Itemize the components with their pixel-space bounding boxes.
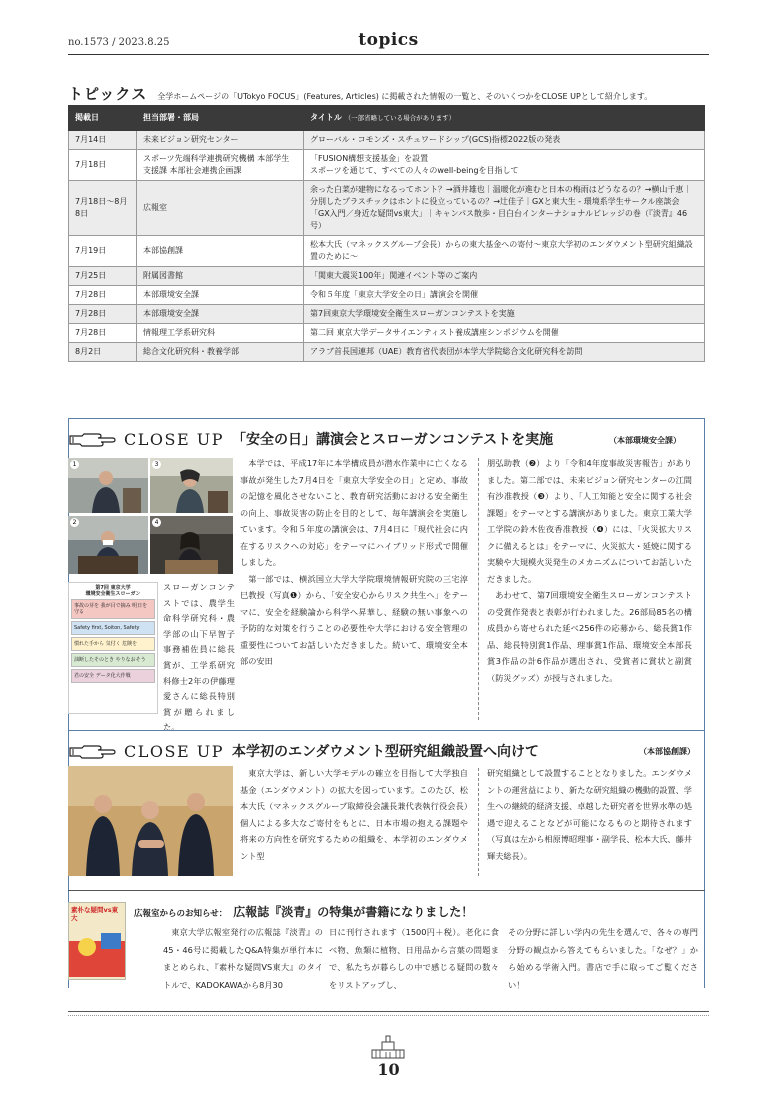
closeup1-dept: （本部環境安全課） <box>609 436 681 445</box>
closeup2-column-1 <box>240 765 468 864</box>
table-cell-date: 7月25日 <box>69 267 137 286</box>
pointing-hand-icon <box>68 742 116 760</box>
table-row <box>69 343 705 362</box>
book-cover-title: 素朴な疑問vs東大 <box>71 906 119 922</box>
issue-info: no.1573 / 2023.8.25 <box>68 37 170 48</box>
table-row <box>69 150 705 181</box>
closeup1-paragraph: 第一部では、横浜国立大学大学院環境情報研究院の三宅淳巳教授（写真❶）から、「安全安心からリスク共生へ」をテーマに、安全を経験論から科学へ昇華し、経験の無い事象への予防的な対策を行うことの必要性や大学における安全管理の重要性についてお話しいただきました。続いて、環境安全本部の安田 <box>240 573 468 666</box>
closeup2-label: CLOSE UP <box>124 741 224 761</box>
table-cell-title: 第7回東京大学環境安全衛生スローガンコンテストを実施 <box>304 305 705 324</box>
footer-dotted-rule <box>68 1015 709 1016</box>
table-row <box>69 305 705 324</box>
column-divider <box>478 768 479 876</box>
table-cell-date: 7月19日 <box>69 236 137 267</box>
slogan-poster <box>68 582 158 714</box>
table-cell-title: 「FUSION構想支援基金」を設置 スポーツを通じて、すべての人々のwell-beingを目指して <box>304 150 705 181</box>
closeup1-title <box>68 429 553 449</box>
notice-title-row <box>134 903 473 920</box>
closeup1-paragraph: 朋弘助教（❷）より「令和4年度事故災害報告」がありました。第二部では、未来ビジョン研究センターの江間有沙准教授（❸）より、「人工知能と安全に関する社会課題」をテーマとする講演がありました。東京工業大学工学院の鈴木佐夜香准教授（❹）には、「火災拡大リスクに備えるとは」をテーマに、火災拡大・延焼に関する実験や大規模火災発生のメカニズムについてお話しいただきました。 <box>487 458 692 584</box>
closeup1-label: CLOSE UP <box>124 429 224 449</box>
table-row <box>69 131 705 150</box>
table-cell-title: グローバル・コモンズ・スチュワードシップ(GCS)指標2022版の発表 <box>304 131 705 150</box>
poster-slogan-list <box>71 599 155 683</box>
closeup1-headline: 「安全の日」講演会とスローガンコンテストを実施 <box>231 432 554 448</box>
poster-slogan: 慣れた手から 気付く 危険を <box>71 637 155 651</box>
closeup2-paragraph: 東京大学は、新しい大学モデルの確立を目指して大学独自基金（エンダウメント）の拡大を図っています。このたび、松本大氏（マネックスグループ取締役会議長兼代表執行役会長）個人による多大なご寄付をもとに、日本市場の抱える課題や将来の方向性を研究するための組織を、本学初のエンダウメント型 <box>240 768 468 861</box>
poster-slogan: 君の安全 データ化大作戦 <box>71 669 155 683</box>
table-cell-title: 令和５年度「東京大学安全の日」講演会を開催 <box>304 286 705 305</box>
closeup1-caption: スローガンコンテストでは、農学生命科学研究科・農学部の山下早智子事務補佐員に総長賞が、工学系研究科修士2年の伊藤理愛さんに総長特別賞が贈られました。 <box>163 582 235 733</box>
col-header-title-label: タイトル <box>310 113 342 122</box>
table-cell-dept: 本部環境安全課 <box>137 286 304 305</box>
notice-paragraph: その分野に詳しい学内の先生を選んで、各々の専門分野の観点から答えてもらいました。「なぜ？」から始める学術入門。書店で手に取ってご覧ください！ <box>508 927 698 990</box>
closeup1-paragraph: あわせて、第7回環境安全衛生スローガンコンテストの受賞作発表と表彰が行われました。26部局85名の構成員から寄せられた延べ256件の応募から、総長賞1作品、総長特別賞1作品、理事賞1作品、環境安全本部長賞3作品の計6作品が選出され、受賞者に賞状と副賞（防災グッズ）が授与されました。 <box>487 590 692 683</box>
pointing-hand-icon <box>68 430 116 448</box>
poster-title: 第7回 東京大学 環境安全衛生スローガン <box>85 585 141 597</box>
table-cell-dept: 情報理工学系研究科 <box>137 324 304 343</box>
photo-lecturer-2 <box>68 516 148 574</box>
table-cell-date: 7月14日 <box>69 131 137 150</box>
photo-lecturer-4 <box>150 516 233 574</box>
table-cell-date: 8月2日 <box>69 343 137 362</box>
notice-column-2 <box>329 924 499 994</box>
page-number: 10 <box>377 1060 400 1079</box>
closeup2-title <box>68 741 539 761</box>
photo-handshake <box>68 766 233 876</box>
photo-number: 1 <box>70 460 79 469</box>
table-cell-title: 松本大氏（マネックスグループ会長）からの東大基金への寄付〜東京大学初のエンダウメント型研究組織設置のために〜 <box>304 236 705 267</box>
notice-prefix: 広報室からのお知らせ： <box>134 909 228 919</box>
table-row <box>69 236 705 267</box>
closeup1-column-2 <box>487 455 692 686</box>
table-row <box>69 324 705 343</box>
section-divider <box>68 730 705 731</box>
topics-intro: 全学ホームページの「UTokyo FOCUS」(Features, Articles) に掲載された情報の一覧と、そのいくつかをCLOSE UPとして紹介します。 <box>157 92 653 101</box>
table-cell-dept: 総合文化研究科・教養学部 <box>137 343 304 362</box>
photo-lecturer-1 <box>68 458 148 513</box>
table-cell-date: 7月28日 <box>69 286 137 305</box>
closeup1-paragraph: 本学では、平成17年に本学構成員が潜水作業中に亡くなる事故が発生した7月4日を「東京大学安全の日」と定め、事故の記憶を風化させないこと、教育研究活動における安全衛生の向上、事故災害の防止を目的として、毎年講演会を実施しています。令和５年度の講演会は、7月4日に「現代社会に内在するリスクへの対応」をテーマにハイブリッド形式で開催しました。 <box>240 458 468 567</box>
topics-heading-row <box>68 83 652 104</box>
notice-paragraph: 日に刊行されます（1500円＋税）。老化に食べ物、魚類に植物、日用品から言葉の問題まで、私たちが暮らしの中で感じる疑問の数々をリストアップし、 <box>329 927 499 990</box>
closeup2-headline: 本学初のエンダウメント型研究組織設置へ向けて <box>231 744 539 760</box>
notice-title: 広報誌『淡青』の特集が書籍になりました！ <box>233 905 474 919</box>
header-rule <box>68 54 709 55</box>
notice-column-3 <box>508 924 698 994</box>
table-cell-date: 7月18日 <box>69 150 137 181</box>
section-title: topics <box>358 30 419 50</box>
footer-rule <box>68 1011 709 1012</box>
yasuda-auditorium-icon <box>370 1034 406 1060</box>
table-cell-date: 7月18日～8月8日 <box>69 181 137 236</box>
closeup2-paragraph: 研究組織として設置することとなりました。エンダウメントの運営益により、新たな研究組織の機動的設置、学生への継続的経済支援、卓越した研究者を世界水準の処遇で迎えることなどが可能になるものと期待されます（写真は左から相原博昭理事・副学長、松本大氏、藤井輝夫総長）。 <box>487 768 692 861</box>
table-cell-dept: 附属図書館 <box>137 267 304 286</box>
poster-slogan: 油断したそのとき やりなおそう <box>71 653 155 667</box>
table-cell-title: 第二回 東京大学データサイエンティスト養成講座シンポジウムを開催 <box>304 324 705 343</box>
notice-column-1 <box>163 924 323 994</box>
table-header-row <box>69 106 705 131</box>
column-divider <box>478 458 479 720</box>
table-cell-dept: 本部環境安全課 <box>137 305 304 324</box>
closeup1-column-1 <box>240 455 468 670</box>
photo-number: 2 <box>70 518 79 527</box>
photo-number: 3 <box>152 460 161 469</box>
poster-slogan: Safety first, Soiton, Safety <box>71 621 155 635</box>
poster-slogan: 事故の芽を 我が目で摘み 明日を守る <box>71 599 155 619</box>
table-cell-dept: 本部協創課 <box>137 236 304 267</box>
table-row <box>69 267 705 286</box>
table-cell-dept: スポーツ先端科学連携研究機構 本部学生支援課 本部社会連携企画課 <box>137 150 304 181</box>
topics-heading: トピックス <box>68 85 148 103</box>
table-row <box>69 181 705 236</box>
notice-paragraph: 東京大学広報室発行の広報誌『淡青』の45・46号に掲載したQ&A特集が単行本にまとめられ、『素朴な疑問VS東大』のタイトルで、KADOKAWAから8月30 <box>163 927 323 990</box>
topics-table <box>68 105 705 362</box>
closeup2-dept: （本部協創課） <box>639 747 695 756</box>
table-cell-title: 「関東大震災100年」関連イベント等のご案内 <box>304 267 705 286</box>
table-cell-title: 余った白菜が建物になるってホント？→酒井雄也｜温暖化が進むと日本の梅雨はどうなるの？→横山千恵｜分別したプラスチックはホントに役立っているの？→辻佳子｜GXと東大生 - 環境系学生サークル座談会 「GX入門／身近な疑問vs東大」｜キャンパス散歩・目白台インターナショナルビレッジの巻（『淡青』46号） <box>304 181 705 236</box>
table-cell-dept: 広報室 <box>137 181 304 236</box>
book-cover <box>68 902 126 980</box>
photo-lecturer-3 <box>150 458 233 513</box>
col-header-note: （一部省略している場合があります） <box>344 114 456 122</box>
col-header-dept: 担当部署・部局 <box>137 106 304 131</box>
closeup2-column-2 <box>487 765 692 864</box>
table-cell-date: 7月28日 <box>69 324 137 343</box>
section-divider <box>68 890 705 891</box>
topics-table-body <box>69 131 705 362</box>
table-cell-title: アラブ首長国連邦（UAE）教育省代表団が本学大学院総合文化研究科を訪問 <box>304 343 705 362</box>
photo-number: 4 <box>152 518 161 527</box>
col-header-date: 掲載日 <box>69 106 137 131</box>
col-header-title <box>304 106 705 131</box>
table-cell-dept: 未来ビジョン研究センター <box>137 131 304 150</box>
table-row <box>69 286 705 305</box>
table-cell-date: 7月28日 <box>69 305 137 324</box>
